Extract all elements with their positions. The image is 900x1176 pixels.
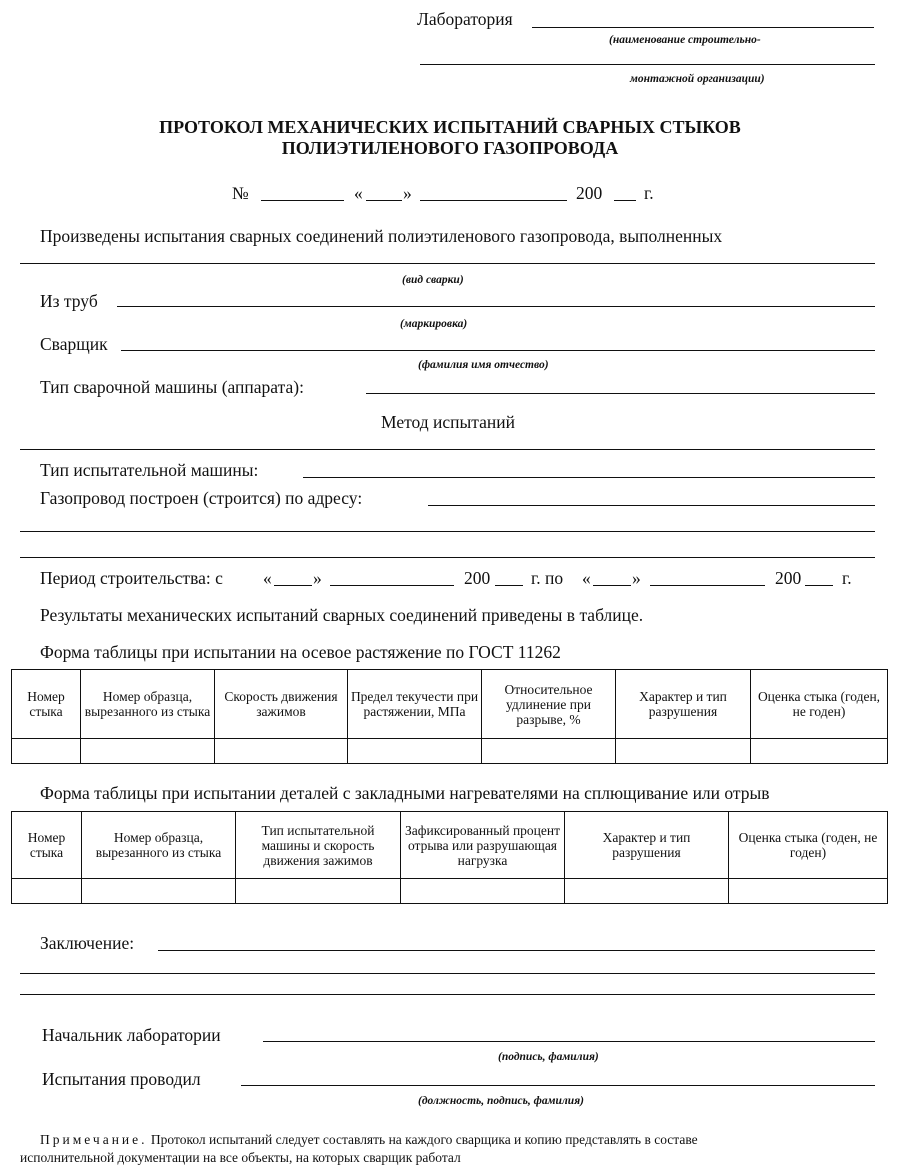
period-start-month-line[interactable] bbox=[330, 585, 454, 586]
address-line-1[interactable] bbox=[428, 505, 875, 506]
table-header-cell: Характер и тип разрушения bbox=[565, 812, 729, 879]
period-end-month-line[interactable] bbox=[650, 585, 765, 586]
tester-label: Испытания проводил bbox=[42, 1069, 201, 1089]
table1-caption: Форма таблицы при испытании на осевое растяжение по ГОСТ 11262 bbox=[40, 642, 561, 662]
intro-text bbox=[40, 226, 884, 246]
table-header-row bbox=[12, 812, 888, 879]
welder-label: Сварщик bbox=[40, 334, 108, 354]
marking-caption: (маркировка) bbox=[400, 318, 468, 330]
table-row bbox=[12, 879, 888, 904]
head-signature-line[interactable] bbox=[263, 1041, 875, 1042]
machine-line[interactable] bbox=[366, 393, 875, 394]
tester-caption: (должность, подпись, фамилия) bbox=[418, 1095, 584, 1107]
table-header-cell: Зафиксированный процент отрыва или разрушающая нагрузка bbox=[401, 812, 565, 879]
intro-text-content: Произведены испытания сварных соединений полиэтиленового газопровода, выполненных bbox=[40, 226, 723, 246]
conclusion-line-3[interactable] bbox=[20, 994, 875, 995]
flattening-test-table bbox=[11, 811, 888, 904]
period-start-quote-open: « bbox=[263, 568, 272, 588]
note-line-1 bbox=[40, 1131, 698, 1149]
period-label: Период строительства: с bbox=[40, 568, 223, 588]
day-line[interactable] bbox=[366, 200, 402, 201]
welder-line[interactable] bbox=[121, 350, 875, 351]
org-caption-1: (наименование строительно- bbox=[609, 34, 761, 46]
lab-label: Лаборатория bbox=[417, 9, 513, 29]
conclusion-line-1[interactable] bbox=[158, 950, 875, 951]
period-start-quote-close: » bbox=[313, 568, 322, 588]
number-sign: № bbox=[232, 183, 249, 203]
month-line[interactable] bbox=[420, 200, 567, 201]
day-quote-close: » bbox=[403, 183, 412, 203]
year-suffix: г. bbox=[644, 183, 654, 203]
org-caption-2: монтажной организации) bbox=[630, 73, 765, 85]
results-text: Результаты механических испытаний сварных соединений приведены в таблице. bbox=[40, 605, 644, 625]
table-header-cell: Тип испытательной машины и скорость движения зажимов bbox=[236, 812, 401, 879]
table-cell[interactable] bbox=[401, 879, 565, 904]
org-name-line[interactable] bbox=[420, 64, 875, 65]
table-cell[interactable] bbox=[236, 879, 401, 904]
note-label: Примечание. bbox=[40, 1132, 148, 1147]
table-header-cell: Номер стыка bbox=[12, 670, 81, 739]
pipes-label: Из труб bbox=[40, 291, 98, 311]
address-line-2[interactable] bbox=[20, 531, 875, 532]
table-cell[interactable] bbox=[616, 739, 751, 764]
period-end-quote-open: « bbox=[582, 568, 591, 588]
year-line[interactable] bbox=[614, 200, 636, 201]
test-machine-line[interactable] bbox=[303, 477, 875, 478]
table-cell[interactable] bbox=[82, 879, 236, 904]
weld-type-line[interactable] bbox=[20, 263, 875, 264]
period-mid-text: г. по bbox=[531, 568, 564, 588]
address-label: Газопровод построен (строится) по адресу: bbox=[40, 488, 363, 508]
table-cell[interactable] bbox=[729, 879, 888, 904]
table2-caption: Форма таблицы при испытании деталей с закладными нагревателями на сплющивание или отрыв bbox=[40, 783, 770, 803]
period-start-year-line[interactable] bbox=[495, 585, 523, 586]
document-title-line1: ПРОТОКОЛ МЕХАНИЧЕСКИХ ИСПЫТАНИЙ СВАРНЫХ СТЫКОВ bbox=[159, 117, 741, 137]
method-title: Метод испытаний bbox=[381, 412, 516, 432]
tensile-test-table bbox=[11, 669, 888, 764]
period-end-day-line[interactable] bbox=[593, 585, 631, 586]
weld-type-caption: (вид сварки) bbox=[402, 274, 464, 286]
table-row bbox=[12, 739, 888, 764]
note-text-1: Протокол испытаний следует составлять на каждого сварщика и копию представлять в составе bbox=[150, 1132, 698, 1147]
table-cell[interactable] bbox=[751, 739, 888, 764]
pipes-line[interactable] bbox=[117, 306, 875, 307]
table-header-cell: Оценка стыка (годен, не годен) bbox=[729, 812, 888, 879]
welder-caption: (фамилия имя отчество) bbox=[418, 359, 549, 371]
head-caption: (подпись, фамилия) bbox=[498, 1051, 599, 1063]
period-end-year: 200 bbox=[775, 568, 802, 588]
period-start-year: 200 bbox=[464, 568, 491, 588]
head-label: Начальник лаборатории bbox=[42, 1025, 221, 1045]
period-end-quote-close: » bbox=[632, 568, 641, 588]
table-header-row bbox=[12, 670, 888, 739]
table-header-cell: Номер стыка bbox=[12, 812, 82, 879]
table-cell[interactable] bbox=[12, 879, 82, 904]
address-line-3[interactable] bbox=[20, 557, 875, 558]
period-end-suffix: г. bbox=[842, 568, 852, 588]
document-title-line2: ПОЛИЭТИЛЕНОВОГО ГАЗОПРОВОДА bbox=[281, 138, 619, 158]
table-header-cell: Номер образца, вырезанного из стыка bbox=[81, 670, 215, 739]
table-header-cell: Оценка стыка (годен, не годен) bbox=[751, 670, 888, 739]
method-line[interactable] bbox=[20, 449, 875, 450]
note-line-2: исполнительной документации на все объекты, на которых сварщик работал bbox=[20, 1150, 461, 1165]
tester-signature-line[interactable] bbox=[241, 1085, 875, 1086]
table-cell[interactable] bbox=[482, 739, 616, 764]
table-header-cell: Предел текучести при растяжении, МПа bbox=[348, 670, 482, 739]
table-header-cell: Характер и тип разрушения bbox=[616, 670, 751, 739]
protocol-number-line[interactable] bbox=[261, 200, 344, 201]
table-cell[interactable] bbox=[565, 879, 729, 904]
test-machine-label: Тип испытательной машины: bbox=[40, 460, 259, 480]
conclusion-label: Заключение: bbox=[40, 933, 135, 953]
lab-name-line[interactable] bbox=[532, 27, 874, 28]
table-header-cell: Номер образца, вырезанного из стыка bbox=[82, 812, 236, 879]
table-cell[interactable] bbox=[12, 739, 81, 764]
machine-label: Тип сварочной машины (аппарата): bbox=[40, 377, 304, 397]
period-start-day-line[interactable] bbox=[274, 585, 312, 586]
table-header-cell: Относительное удлинение при разрыве, % bbox=[482, 670, 616, 739]
table-cell[interactable] bbox=[81, 739, 215, 764]
conclusion-line-2[interactable] bbox=[20, 973, 875, 974]
day-quote-open: « bbox=[354, 183, 363, 203]
year-prefix: 200 bbox=[576, 183, 603, 203]
table-header-cell: Скорость движения зажимов bbox=[215, 670, 348, 739]
period-end-year-line[interactable] bbox=[805, 585, 833, 586]
table-cell[interactable] bbox=[215, 739, 348, 764]
table-cell[interactable] bbox=[348, 739, 482, 764]
